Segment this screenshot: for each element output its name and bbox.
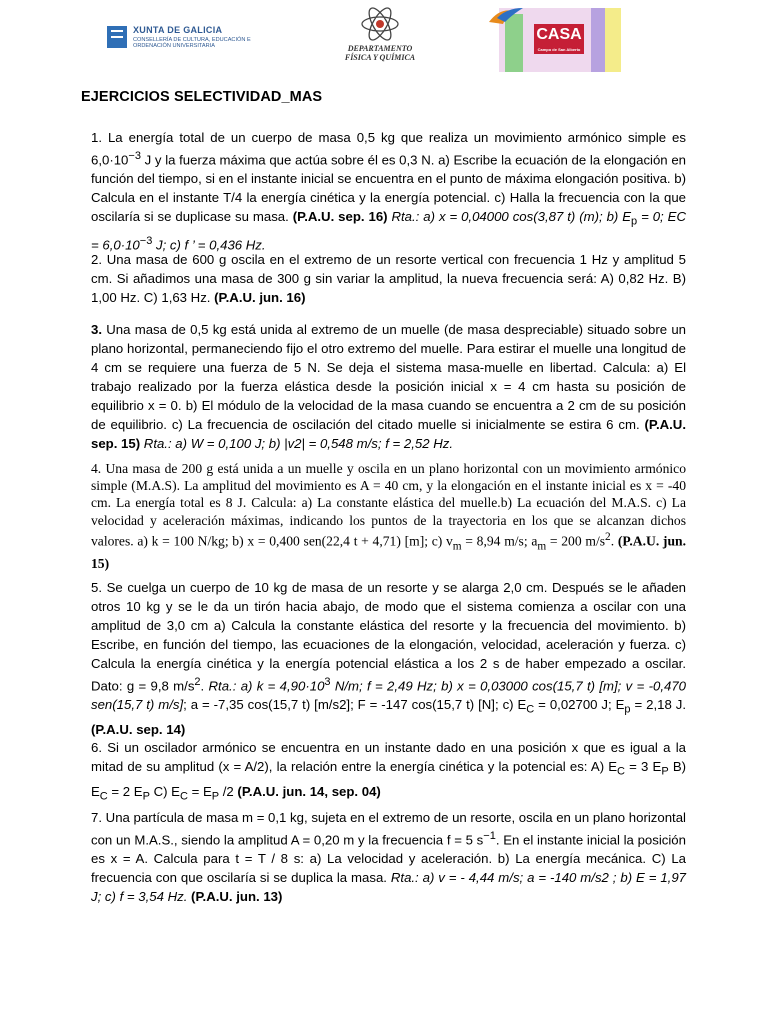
- exercise-text: = 3 E: [625, 759, 662, 774]
- exam-source: (P.A.U. sep. 14): [91, 722, 186, 738]
- exercise-text: 4. Una masa de 200 g está unida a un muelle y oscila en un plano horizontal con un movimiento armónico simple (M.A.S). La amplitud del movimiento es A = 40 cm, y la elongación en el instante inicial es x = -40 cm. La energía total es 8 J. Calcula: a) La constante elástica del muelle.b) La ecuación del M.A.S. c) La velocidad y aceleración máximas, indicando los puntos de la trayectoria en los que se alcanzan dichos valores. a) k = 100 N/kg; b) x = 0,400 sen(22,4 t + 4,71) [m]; c) v: [91, 461, 686, 549]
- document-title: EJERCICIOS SELECTIVIDAD_MAS: [81, 89, 323, 105]
- exercise-text: 7. Una partícula de masa m = 0,1 kg, sujeta en el extremo de un resorte, oscila en un plano horizontal con un M.A.S., siendo la amplitud A = 0,20 m y la frecuencia f = 5 s: [91, 810, 686, 848]
- exercise-text: = 8,94 m/s; a: [461, 533, 538, 549]
- exercise-text: /2: [219, 783, 238, 799]
- exam-source: (P.A.U. jun. 14, sep. 04): [237, 783, 381, 799]
- school-logo-box: [534, 24, 584, 54]
- school-logo: [487, 4, 623, 74]
- exercise-4: [91, 460, 686, 572]
- school-logo-subtitle: Campo de San Alberto: [537, 47, 581, 52]
- answer-text: Rta.: a) k = 4,90·10: [208, 678, 325, 694]
- subscript: P: [142, 790, 150, 803]
- exam-source: (P.A.U. sep. 16): [292, 209, 388, 225]
- exercise-2: [91, 250, 686, 307]
- subscript: C: [99, 790, 108, 803]
- page-header: [0, 0, 768, 80]
- subscript: P: [211, 790, 220, 803]
- exercise-number: 3.: [91, 322, 102, 337]
- atom-icon: [360, 4, 400, 44]
- department-logo-line2: FÍSICA Y QUÍMICA: [344, 53, 416, 62]
- school-logo-panel: [591, 8, 605, 72]
- department-logo-line1: DEPARTAMENTO: [347, 44, 413, 53]
- exercise-text: .: [200, 678, 209, 694]
- superscript: −3: [139, 235, 153, 248]
- bird-icon: [487, 4, 527, 28]
- xunta-flag-icon: [107, 26, 127, 48]
- exercise-7: [91, 808, 686, 906]
- exercise-text: = 2 E: [107, 783, 143, 799]
- superscript: −1: [483, 830, 496, 842]
- exercise-text: Una masa de 0,5 kg está unida al extremo de un muelle (de masa despreciable) situado sobre un plano horizontal, permaneciendo fijo el otro extremo del muelle. Para estirar el muelle una longitud de 4 cm se requiere una fuerza de 5 N. Se deja el sistema masa-muelle en libertad. Calcula: a) El trabajo realizado por la fuerza elástica desde la posición inicial x = 4 cm hasta su posición de equilibrio x = 0. b) El módulo de la velocidad de la masa cuando se encuentra a 2 cm de su posición de equilibrio. c) La frecuencia de oscilación del citado muelle si inicialmente se estira 6 cm.: [91, 322, 686, 432]
- exercise-text: = 200 m/s: [546, 533, 606, 549]
- xunta-logo: [107, 22, 267, 58]
- exercise-text: ; a = -7,35 cos(15,7 t) [m/s2]; F = -147 cos(15,7 t) [N]; c) E: [183, 697, 527, 713]
- school-logo-panel: [605, 8, 621, 72]
- subscript: m: [537, 540, 547, 553]
- subscript: m: [452, 540, 462, 553]
- exercise-text: 1. La energía total de un cuerpo de masa 0,5 kg que realiza un movimiento armónico simple es 6,0·10: [91, 130, 686, 168]
- exercise-1: [91, 128, 686, 254]
- exam-source: (P.A.U. sep. 15): [91, 417, 686, 451]
- exercise-text: = 2,18 J.: [630, 697, 686, 713]
- superscript: 3: [324, 676, 331, 688]
- superscript: −3: [128, 150, 141, 162]
- school-logo-name: CASA: [536, 26, 582, 43]
- exercise-text: J y la fuerza máxima que actúa sobre él es 0,3 N. a) Escribe la ecuación de la elongación en función del tiempo, si en el instante inicial se encuentra en el punto de máxima elongación positiva. b) Calcula en el instante T/4 la energía cinética y la energía potencial. c) Halla la frecuencia con la que oscilaría si se duplicase su masa.: [91, 152, 686, 225]
- answer-text: Rta.: a) x = 0,04000 cos(3,87 t) (m); b) E: [387, 209, 632, 225]
- subscript: p: [631, 216, 638, 229]
- department-logo: [335, 4, 425, 72]
- subscript: C: [526, 704, 535, 717]
- answer-text: = 0; EC = 6,0·10: [91, 209, 686, 253]
- exercise-5: [91, 578, 686, 739]
- exercise-3: [91, 320, 686, 453]
- subscript: C: [617, 765, 625, 778]
- superscript: 2: [605, 530, 611, 543]
- exam-source: (P.A.U. jun. 16): [214, 290, 306, 305]
- exercise-text: .: [610, 533, 618, 549]
- exercise-text: = 0,02700 J; E: [534, 697, 625, 713]
- exercise-text: 6. Si un oscilador armónico se encuentra en un instante dado en una posición x que es igual a la mitad de su amplitud (x = A/2), la relación entre la energía cinética y la potencial es: A) E: [91, 740, 686, 774]
- exercise-text: 2. Una masa de 600 g oscila en el extremo de un resorte vertical con frecuencia 1 Hz y amplitud 5 cm. Si añadimos una masa de 300 g sin variar la amplitud, la nueva frecuencia será: A) 0,82 Hz. B) 1,00 Hz. C) 1,63 Hz.: [91, 252, 686, 305]
- exercise-text: 5. Se cuelga un cuerpo de 10 kg de masa de un resorte y se alarga 2,0 cm. Después se le añaden otros 10 kg y se le da un tirón hacia abajo, de modo que el sistema comienza a oscilar con una amplitud de 3,0 cm a) Calcula la constante elástica del resorte y la frecuencia del movimiento. b) Escribe, en función del tiempo, las ecuaciones de la elongación, velocidad, aceleración y fuerza. c) Calcula la energía cinética y la energía potencial elástica a los 2 s de haber empezado a oscilar. Dato: g = 9,8 m/s: [91, 580, 686, 694]
- xunta-logo-name: XUNTA DE GALICIA: [133, 25, 223, 35]
- exercise-6: [91, 738, 686, 806]
- subscript: P: [661, 765, 669, 778]
- subscript: p: [624, 704, 631, 717]
- exam-source: (P.A.U. jun. 15): [91, 533, 686, 572]
- exercise-text: . En el instante inicial la posición es x = A. Calcula para t = T / 8 s: a) La velocidad y aceleración. b) La energía mecánica. C) La frecuencia con que oscilaría si se duplica la masa.: [91, 832, 686, 886]
- superscript: 2: [194, 676, 201, 688]
- xunta-logo-subtitle: CONSELLERÍA DE CULTURA, EDUCACIÓN E ORDENACIÓN UNIVERSITARIA: [133, 37, 251, 50]
- subscript: C: [179, 790, 188, 803]
- exercise-text: = E: [187, 783, 212, 799]
- answer-text: Rta.: a) v = - 4,44 m/s; a = -140 m/s2 ; b) E = 1,97 J; c) f = 3,54 Hz.: [91, 870, 686, 905]
- answer-text: N/m; f = 2,49 Hz; b) x = 0,03000 cos(15,7 t) [m]; v = -0,470 sen(15,7 t) m/s]: [91, 678, 686, 713]
- exercise-text: C) E: [149, 783, 180, 799]
- answer-text: J; c) f ’ = 0,436 Hz.: [152, 237, 266, 253]
- answer-text: Rta.: a) W = 0,100 J; b) |v2| = 0,548 m/s; f = 2,52 Hz.: [140, 436, 453, 451]
- exercise-text: B) E: [91, 759, 687, 799]
- exam-source: (P.A.U. jun. 13): [187, 889, 283, 905]
